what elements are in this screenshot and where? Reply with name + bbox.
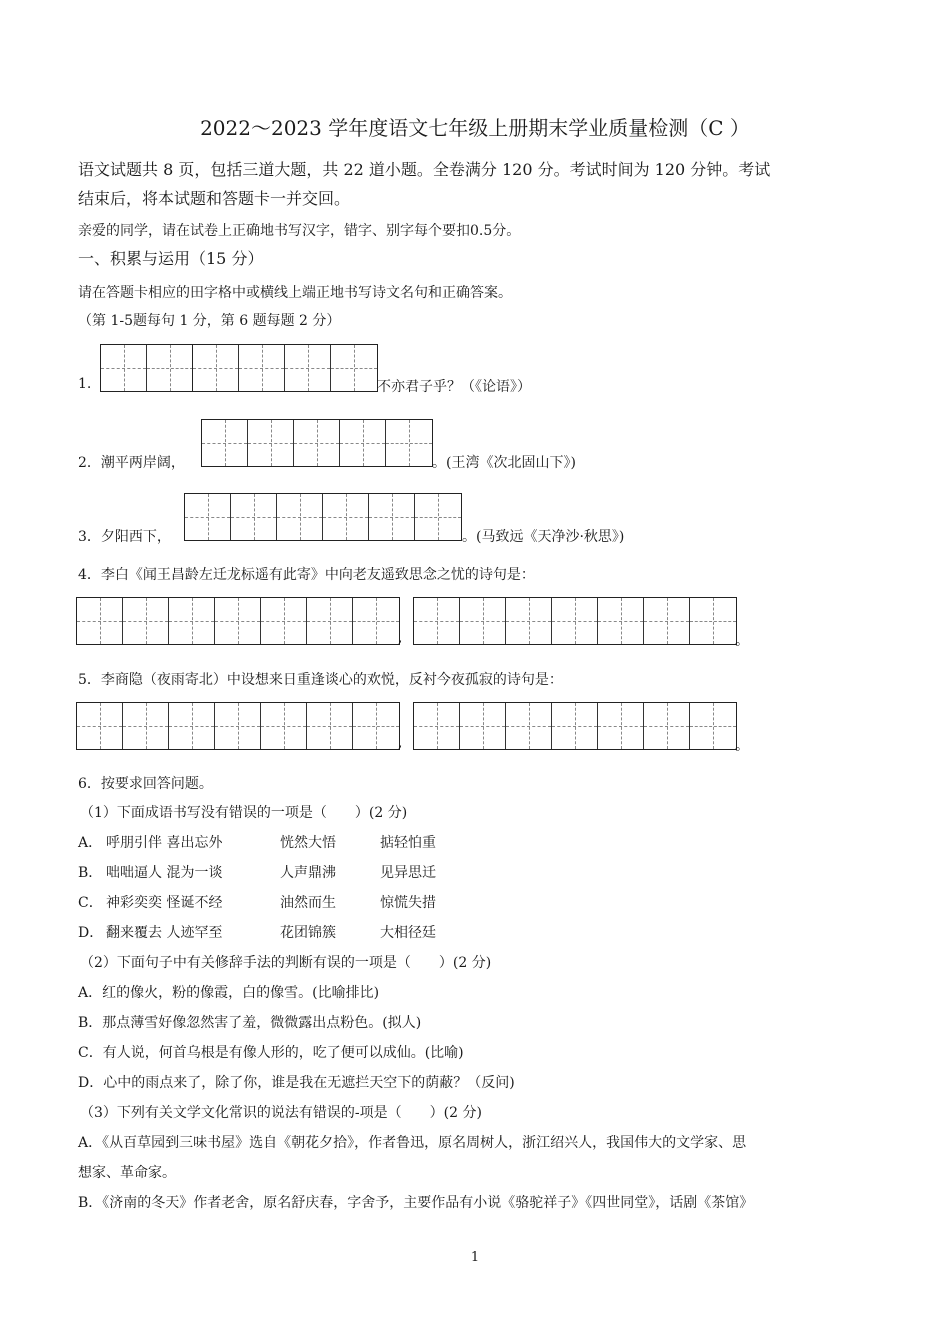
intro-note: 亲爱的同学，请在试卷上正确地书写汉字，错字、别字每个要扣0.5分。 bbox=[78, 223, 521, 239]
q4-period: 。 bbox=[735, 633, 749, 649]
grid-cell[interactable] bbox=[369, 494, 415, 540]
q2-writing-grid[interactable] bbox=[201, 419, 433, 467]
grid-cell[interactable] bbox=[277, 494, 323, 540]
grid-cell[interactable] bbox=[353, 703, 399, 749]
q6-sub3-option-a-line-1[interactable]: A．《从百草园到三味书屋》选自《朝花夕拾》，作者鲁迅，原名周树人，浙江绍兴人，我国伟大的文学家、思 bbox=[78, 1135, 747, 1151]
grid-cell[interactable] bbox=[552, 598, 598, 644]
grid-cell[interactable] bbox=[248, 420, 294, 466]
grid-cell[interactable] bbox=[261, 598, 307, 644]
grid-cell[interactable] bbox=[331, 345, 377, 391]
grid-cell[interactable] bbox=[460, 598, 506, 644]
grid-cell[interactable] bbox=[285, 345, 331, 391]
q6-sub2-option-c[interactable]: C．有人说，何首乌根是有像人形的，吃了便可以成仙。(比喻) bbox=[78, 1045, 464, 1061]
option-idiom: 油然而生 bbox=[280, 895, 336, 911]
option-label: A． bbox=[78, 835, 103, 851]
option-idiom: 恍然大悟 bbox=[280, 835, 336, 851]
q6-sub1-question: （1）下面成语书写没有错误的一项是（ ）(2 分) bbox=[80, 805, 408, 821]
q2-after-text: 。(王湾《次北固山下》) bbox=[432, 455, 576, 471]
q1-after-text: 不亦君子乎？（《论语》） bbox=[377, 379, 531, 395]
q5-writing-grid-2[interactable] bbox=[413, 702, 737, 750]
grid-cell[interactable] bbox=[506, 598, 552, 644]
grid-cell[interactable] bbox=[231, 494, 277, 540]
grid-cell[interactable] bbox=[77, 598, 123, 644]
grid-cell[interactable] bbox=[552, 703, 598, 749]
intro-line-2: 结束后，将本试题和答题卡一并交回。 bbox=[78, 189, 351, 208]
grid-cell[interactable] bbox=[598, 598, 644, 644]
grid-cell[interactable] bbox=[644, 598, 690, 644]
q4-writing-grid-1[interactable] bbox=[76, 597, 403, 646]
q5-writing-grid-1[interactable] bbox=[76, 702, 403, 751]
grid-cell[interactable] bbox=[185, 494, 231, 540]
grid-cell[interactable] bbox=[506, 703, 552, 749]
option-idiom: 人声鼎沸 bbox=[280, 865, 336, 881]
q6-sub2-question: （2）下面句子中有关修辞手法的判断有误的一项是（ ）(2 分) bbox=[80, 955, 492, 971]
grid-cell[interactable] bbox=[598, 703, 644, 749]
grid-cell[interactable] bbox=[386, 420, 432, 466]
grid-cell[interactable] bbox=[307, 598, 353, 644]
grid-cell[interactable] bbox=[644, 703, 690, 749]
q3-after-text: 。(马致远《天净沙·秋思》) bbox=[462, 529, 625, 545]
grid-cell[interactable] bbox=[307, 703, 353, 749]
option-idiom-group: 呼朋引伴 喜出忘外 bbox=[106, 835, 223, 851]
q1-writing-grid-1[interactable] bbox=[100, 344, 194, 392]
option-idiom: 见异思迁 bbox=[380, 865, 436, 881]
grid-cell[interactable] bbox=[690, 598, 736, 644]
grid-cell[interactable] bbox=[123, 703, 169, 749]
grid-cell[interactable] bbox=[169, 703, 215, 749]
grid-cell[interactable] bbox=[169, 598, 215, 644]
q2-prefix: 2．潮平两岸阔， bbox=[78, 455, 185, 471]
grid-cell[interactable] bbox=[147, 345, 193, 391]
q5-question: 5．李商隐（夜雨寄北）中设想来日重逢谈心的欢悦，反衬今夜孤寂的诗句是： bbox=[78, 672, 563, 688]
q6-question: 6．按要求回答问题。 bbox=[78, 776, 213, 792]
page-number: 1 bbox=[470, 1250, 480, 1265]
grid-cell[interactable] bbox=[415, 494, 461, 540]
grid-cell[interactable] bbox=[77, 703, 123, 749]
option-idiom-group: 神彩奕奕 怪诞不经 bbox=[106, 895, 223, 911]
section-instruction: 请在答题卡相应的田字格中或横线上端正地书写诗文名句和正确答案。 bbox=[78, 285, 512, 301]
option-idiom: 惊慌失措 bbox=[380, 895, 436, 911]
q6-sub2-option-a[interactable]: A．红的像火，粉的像霞，白的像雪。(比喻排比) bbox=[78, 985, 380, 1001]
grid-cell[interactable] bbox=[123, 598, 169, 644]
grid-cell[interactable] bbox=[414, 703, 460, 749]
grid-cell[interactable] bbox=[215, 703, 261, 749]
option-label: D． bbox=[78, 925, 104, 941]
q1-number: 1. bbox=[78, 376, 92, 392]
grid-cell[interactable] bbox=[353, 598, 399, 644]
q6-sub3-option-a-line-2: 想家、革命家。 bbox=[78, 1165, 176, 1181]
section-scoring: （第 1-5题每句 1 分，第 6 题每题 2 分） bbox=[78, 313, 341, 329]
grid-cell[interactable] bbox=[193, 345, 239, 391]
grid-cell[interactable] bbox=[202, 420, 248, 466]
q3-writing-grid[interactable] bbox=[184, 493, 462, 541]
option-idiom-group: 翻来覆去 人迹罕至 bbox=[106, 925, 223, 941]
q1-writing-grid-2[interactable] bbox=[192, 344, 378, 392]
q5-period: 。 bbox=[735, 738, 749, 754]
q6-sub3-option-b-line-1[interactable]: B．《济南的冬天》作者老舍，原名舒庆春，字舍予，主要作品有小说《骆驼祥子》《四世同堂》，话剧《茶馆》 bbox=[78, 1195, 754, 1211]
q3-prefix: 3．夕阳西下， bbox=[78, 529, 171, 545]
page-title: 2022～2023 学年度语文七年级上册期末学业质量检测（C ） bbox=[200, 116, 750, 140]
intro-line-1: 语文试题共 8 页，包括三道大题，共 22 道小题。全卷满分 120 分。考试时间为 120 分钟。考试 bbox=[78, 160, 771, 179]
q5-comma: , bbox=[398, 735, 403, 751]
grid-cell[interactable] bbox=[690, 703, 736, 749]
option-label: C． bbox=[78, 895, 103, 911]
grid-cell[interactable] bbox=[340, 420, 386, 466]
grid-cell[interactable] bbox=[239, 345, 285, 391]
q6-sub3-question: （3）下列有关文学文化常识的说法有错误的-项是（ ）(2 分) bbox=[80, 1105, 482, 1121]
q4-question: 4．李白《闻王昌龄左迁龙标遥有此寄》中向老友遥致思念之忧的诗句是： bbox=[78, 567, 535, 583]
q6-sub2-option-b[interactable]: B．那点薄雪好像忽然害了羞，微微露出点粉色。(拟人) bbox=[78, 1015, 422, 1031]
grid-cell[interactable] bbox=[323, 494, 369, 540]
grid-cell[interactable] bbox=[294, 420, 340, 466]
section-heading: 一、积累与运用（15 分） bbox=[78, 249, 264, 268]
grid-cell[interactable] bbox=[101, 345, 147, 391]
grid-cell[interactable] bbox=[460, 703, 506, 749]
q6-sub2-option-d[interactable]: D．心中的雨点来了，除了你，谁是我在无遮拦天空下的荫蔽？（反问) bbox=[78, 1075, 515, 1091]
q4-writing-grid-2[interactable] bbox=[413, 597, 737, 645]
option-idiom-group: 咄咄逼人 混为一谈 bbox=[106, 865, 223, 881]
option-idiom: 掂轻怕重 bbox=[380, 835, 436, 851]
grid-cell[interactable] bbox=[414, 598, 460, 644]
option-label: B． bbox=[78, 865, 103, 881]
option-idiom: 花团锦簇 bbox=[280, 925, 336, 941]
grid-cell[interactable] bbox=[215, 598, 261, 644]
q4-comma: , bbox=[398, 630, 403, 646]
grid-cell[interactable] bbox=[261, 703, 307, 749]
option-idiom: 大相径廷 bbox=[380, 925, 436, 941]
